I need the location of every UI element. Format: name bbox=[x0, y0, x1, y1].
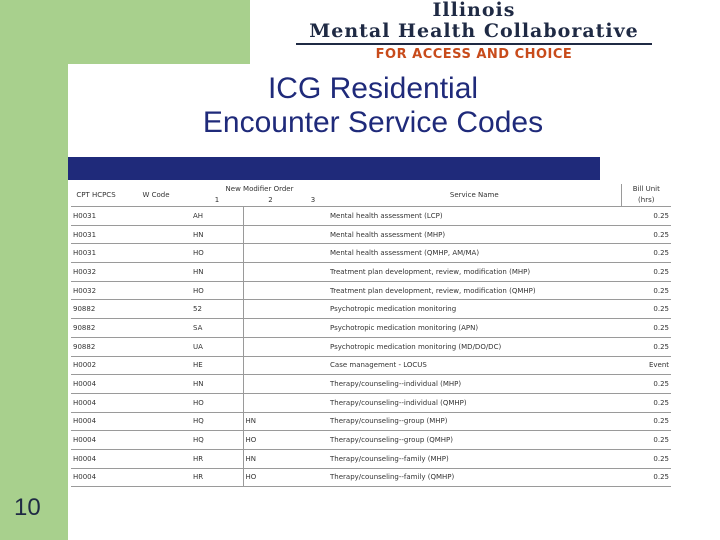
cell-code: 90882 bbox=[71, 337, 121, 356]
cell-m3 bbox=[298, 244, 328, 263]
cell-m1: HR bbox=[191, 449, 243, 468]
cell-unit: 0.25 bbox=[621, 412, 671, 431]
cell-w bbox=[121, 375, 191, 394]
cell-service: Therapy/counseling--individual (MHP) bbox=[328, 375, 621, 394]
cell-code: H0004 bbox=[71, 449, 121, 468]
cell-service: Psychotropic medication monitoring (APN) bbox=[328, 319, 621, 338]
table-row bbox=[71, 356, 671, 375]
cell-w bbox=[121, 449, 191, 468]
cell-m2 bbox=[243, 281, 298, 300]
cell-m3 bbox=[298, 375, 328, 394]
cell-unit: 0.25 bbox=[621, 375, 671, 394]
cell-m3 bbox=[298, 281, 328, 300]
cell-w bbox=[121, 225, 191, 244]
cell-service: Therapy/counseling--group (MHP) bbox=[328, 412, 621, 431]
cell-w bbox=[121, 207, 191, 226]
header-cpt: CPT HCPCS bbox=[76, 191, 116, 199]
cell-service: Mental health assessment (QMHP, AM/MA) bbox=[328, 244, 621, 263]
logo-tagline: FOR ACCESS AND CHOICE bbox=[375, 47, 573, 62]
cell-w bbox=[121, 300, 191, 319]
cell-code: H0004 bbox=[71, 412, 121, 431]
cell-m3 bbox=[298, 319, 328, 338]
cell-m2 bbox=[243, 263, 298, 282]
cell-m2 bbox=[243, 356, 298, 375]
cell-m3 bbox=[298, 207, 328, 226]
cell-unit: 0.25 bbox=[621, 449, 671, 468]
cell-code: 90882 bbox=[71, 319, 121, 338]
cell-w bbox=[121, 319, 191, 338]
cell-m2: HN bbox=[243, 412, 298, 431]
cell-unit: 0.25 bbox=[621, 263, 671, 282]
header-mod-1: 1 bbox=[214, 196, 220, 205]
cell-w bbox=[121, 337, 191, 356]
header-mod-2: 2 bbox=[268, 196, 273, 205]
cell-m1: HE bbox=[191, 356, 243, 375]
cell-m2 bbox=[243, 319, 298, 338]
cell-m1: HO bbox=[191, 281, 243, 300]
table-row bbox=[71, 393, 671, 412]
cell-service: Therapy/counseling--individual (QMHP) bbox=[328, 393, 621, 412]
cell-m2 bbox=[243, 300, 298, 319]
cell-m2 bbox=[243, 375, 298, 394]
cell-m3 bbox=[298, 412, 328, 431]
slide-number: 10 bbox=[14, 494, 41, 521]
cell-m3 bbox=[298, 300, 328, 319]
cell-unit: 0.25 bbox=[621, 319, 671, 338]
cell-unit: 0.25 bbox=[621, 225, 671, 244]
cell-m1: HR bbox=[191, 468, 243, 487]
table-row bbox=[71, 263, 671, 282]
cell-w bbox=[121, 281, 191, 300]
header-row-1 bbox=[71, 184, 671, 195]
cell-code: H0031 bbox=[71, 225, 121, 244]
cell-code: H0032 bbox=[71, 281, 121, 300]
decorative-green-side bbox=[0, 0, 68, 540]
table-row bbox=[71, 337, 671, 356]
cell-unit: 0.25 bbox=[621, 244, 671, 263]
cell-w bbox=[121, 431, 191, 450]
cell-m2 bbox=[243, 337, 298, 356]
table-row bbox=[71, 319, 671, 338]
table-row bbox=[71, 207, 671, 226]
cell-m3 bbox=[298, 337, 328, 356]
cell-unit: 0.25 bbox=[621, 281, 671, 300]
cell-code: H0004 bbox=[71, 431, 121, 450]
table-row bbox=[71, 225, 671, 244]
service-codes-table bbox=[71, 184, 671, 487]
cell-service: Therapy/counseling--family (MHP) bbox=[328, 449, 621, 468]
decorative-green-top bbox=[0, 0, 250, 64]
cell-service: Mental health assessment (MHP) bbox=[328, 225, 621, 244]
cell-m3 bbox=[298, 225, 328, 244]
cell-unit: Event bbox=[621, 356, 671, 375]
table-row bbox=[71, 244, 671, 263]
cell-service: Mental health assessment (LCP) bbox=[328, 207, 621, 226]
cell-m1: SA bbox=[191, 319, 243, 338]
cell-w bbox=[121, 468, 191, 487]
logo-line-1: Illinois bbox=[432, 0, 516, 21]
table-row bbox=[71, 281, 671, 300]
cell-code: H0004 bbox=[71, 375, 121, 394]
cell-m1: HO bbox=[191, 393, 243, 412]
logo-rule bbox=[296, 43, 652, 45]
cell-w bbox=[121, 356, 191, 375]
page-title bbox=[150, 72, 596, 140]
table-row bbox=[71, 431, 671, 450]
title-line-1: ICG Residential bbox=[267, 72, 479, 105]
cell-service: Therapy/counseling--family (QMHP) bbox=[328, 468, 621, 487]
header-service-name: Service Name bbox=[449, 191, 499, 199]
cell-service: Therapy/counseling--group (QMHP) bbox=[328, 431, 621, 450]
cell-w bbox=[121, 244, 191, 263]
title-line-2: Encounter Service Codes bbox=[202, 106, 544, 139]
cell-w bbox=[121, 412, 191, 431]
cell-m1: HN bbox=[191, 375, 243, 394]
cell-m3 bbox=[298, 263, 328, 282]
cell-code: H0004 bbox=[71, 468, 121, 487]
cell-code: H0031 bbox=[71, 244, 121, 263]
cell-m1: HN bbox=[191, 263, 243, 282]
cell-service: Case management - LOCUS bbox=[328, 356, 621, 375]
cell-code: 90882 bbox=[71, 300, 121, 319]
cell-m3 bbox=[298, 393, 328, 412]
cell-m1: HQ bbox=[191, 412, 243, 431]
header-bill-unit: Bill Unit (hrs) bbox=[621, 184, 671, 207]
cell-code: H0031 bbox=[71, 207, 121, 226]
cell-service: Psychotropic medication monitoring (MD/DO/DC) bbox=[328, 337, 621, 356]
cell-m3 bbox=[298, 449, 328, 468]
cell-unit: 0.25 bbox=[621, 431, 671, 450]
table-row bbox=[71, 412, 671, 431]
cell-service: Treatment plan development, review, modification (QMHP) bbox=[328, 281, 621, 300]
cell-m1: HO bbox=[191, 244, 243, 263]
logo bbox=[296, 0, 652, 64]
table-row bbox=[71, 449, 671, 468]
cell-code: H0004 bbox=[71, 393, 121, 412]
cell-unit: 0.25 bbox=[621, 393, 671, 412]
cell-code: H0002 bbox=[71, 356, 121, 375]
cell-service: Treatment plan development, review, modification (MHP) bbox=[328, 263, 621, 282]
cell-m2 bbox=[243, 207, 298, 226]
cell-m1: HN bbox=[191, 225, 243, 244]
cell-service: Psychotropic medication monitoring bbox=[328, 300, 621, 319]
cell-unit: 0.25 bbox=[621, 337, 671, 356]
cell-unit: 0.25 bbox=[621, 300, 671, 319]
cell-code: H0032 bbox=[71, 263, 121, 282]
table-row bbox=[71, 375, 671, 394]
cell-m2 bbox=[243, 244, 298, 263]
cell-unit: 0.25 bbox=[621, 468, 671, 487]
header-w-code: W Code bbox=[142, 191, 170, 199]
table-row bbox=[71, 468, 671, 487]
cell-m2 bbox=[243, 225, 298, 244]
cell-m3 bbox=[298, 431, 328, 450]
cell-m1: AH bbox=[191, 207, 243, 226]
cell-m1: UA bbox=[191, 337, 243, 356]
header-mod-3: 3 bbox=[310, 196, 316, 205]
cell-m3 bbox=[298, 356, 328, 375]
logo-line-2: Mental Health Collaborative bbox=[309, 20, 639, 42]
cell-m3 bbox=[298, 468, 328, 487]
cell-m2: HN bbox=[243, 449, 298, 468]
cell-m2 bbox=[243, 393, 298, 412]
cell-m2: HO bbox=[243, 468, 298, 487]
header-modifier-group: New Modifier Order bbox=[225, 185, 294, 194]
table-row bbox=[71, 300, 671, 319]
cell-m2: HO bbox=[243, 431, 298, 450]
accent-bar bbox=[68, 157, 600, 180]
cell-w bbox=[121, 263, 191, 282]
cell-m1: 52 bbox=[191, 300, 243, 319]
cell-w bbox=[121, 393, 191, 412]
cell-m1: HQ bbox=[191, 431, 243, 450]
cell-unit: 0.25 bbox=[621, 207, 671, 226]
